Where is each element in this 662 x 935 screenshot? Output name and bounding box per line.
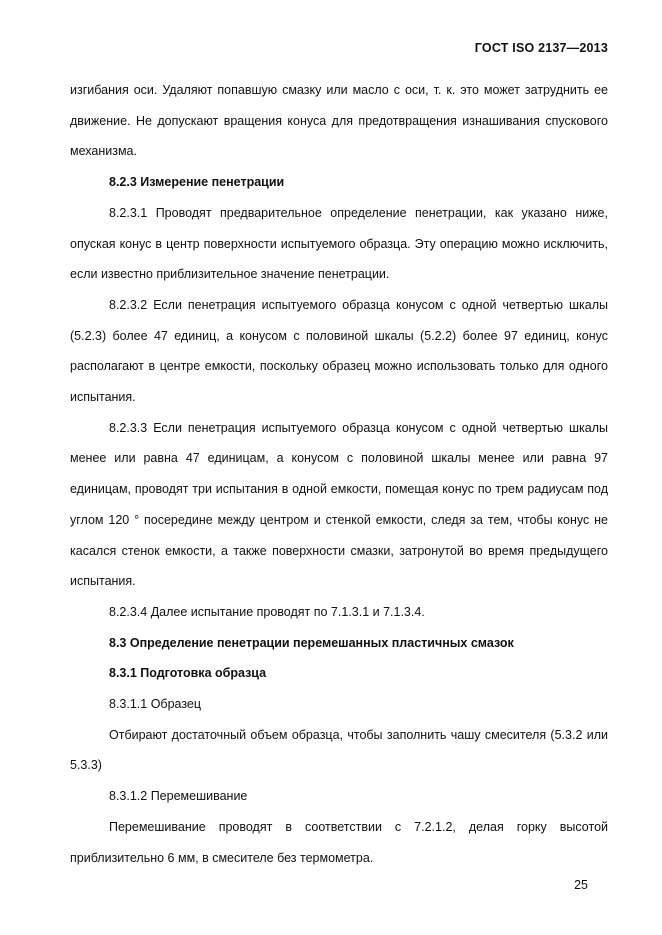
paragraph-8-3-1-1-title: 8.3.1.1 Образец — [109, 697, 202, 712]
section-heading-8-2-3: 8.2.3 Измерение пенетрации — [109, 175, 285, 190]
document-body — [70, 75, 608, 873]
paragraph-sample-volume: Отбирают достаточный объем образца, чтобы заполнить чашу смесителя (5.3.2 или 5.3.3) — [70, 727, 608, 773]
document-header-code: ГОСТ ISO 2137—2013 — [474, 41, 608, 55]
paragraph-8-2-3-1: 8.2.3.1 Проводят предварительное определение пенетрации, как указано ниже, опуская конус в центр поверхности испытуемого образца. Эту операцию можно исключить, если известно приблизительное значение пенетрации. — [70, 205, 608, 282]
paragraph-8-2-3-2: 8.2.3.2 Если пенетрация испытуемого образца конусом с одной четвертью шкалы (5.2.3) более 47 единиц, а конусом с половиной шкалы (5.2.2) более 97 единиц, конус располагают в центре емкости, поскольку образец можно использовать только для одного испытания. — [70, 297, 608, 405]
paragraph-mixing: Перемешивание проводят в соответствии с 7.2.1.2, делая горку высотой приблизительно 6 мм, в смесителе без термометра. — [70, 819, 608, 865]
paragraph-continuation: изгибания оси. Удаляют попавшую смазку или масло с оси, т. к. это может затруднить ее движение. Не допускают вращения конуса для предотвращения изнашивания спускового механизма. — [70, 83, 608, 159]
section-heading-8-3: 8.3 Определение пенетрации перемешанных пластичных смазок — [109, 635, 514, 650]
paragraph-8-3-1-2-title: 8.3.1.2 Перемешивание — [109, 789, 248, 804]
paragraph-8-2-3-4: 8.2.3.4 Далее испытание проводят по 7.1.3.1 и 7.1.3.4. — [109, 604, 425, 619]
section-heading-8-3-1: 8.3.1 Подготовка образца — [109, 666, 267, 681]
paragraph-8-2-3-3: 8.2.3.3 Если пенетрация испытуемого образца конусом с одной четвертью шкалы менее или равна 47 единицам, а конусом с половиной шкалы менее или равна 97 единицам, проводят три испытания в одной емкости, помещая конус по трем радиусам под углом 120 ° посередине между центром и стенкой емкости, следя за тем, чтобы конус не касался стенок емкости, а также поверхности смазки, затронутой во время предыдущего испытания. — [70, 420, 608, 589]
page-number: 25 — [574, 878, 588, 892]
